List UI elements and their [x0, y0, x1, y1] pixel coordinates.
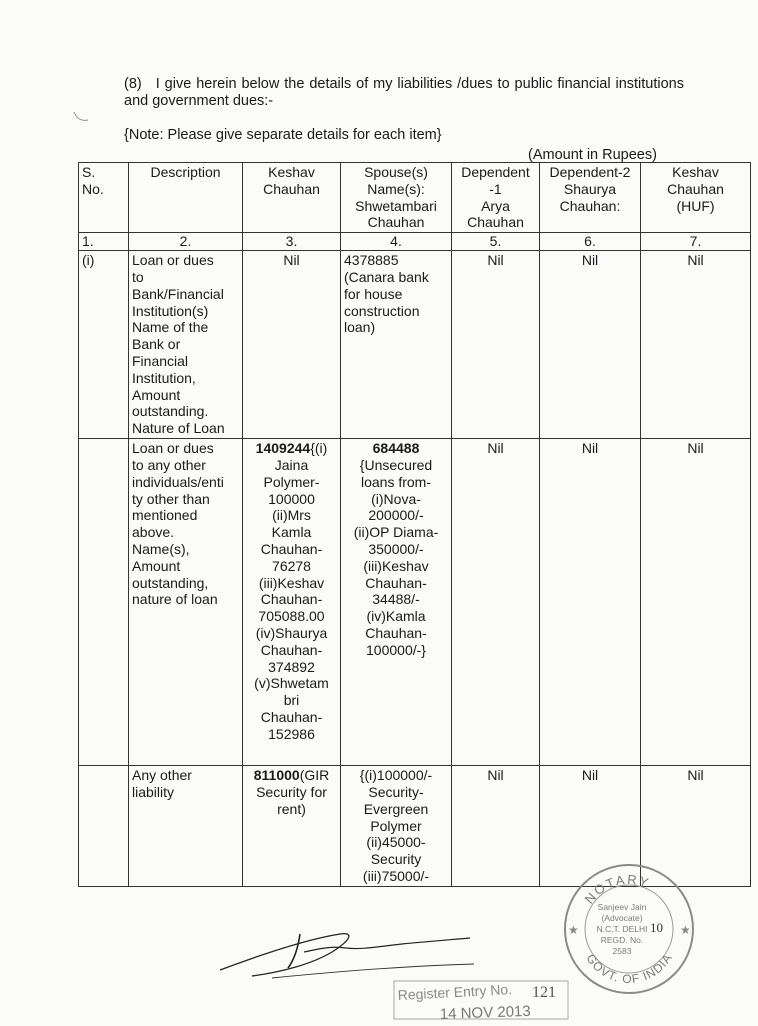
cell-line: (iii)Keshav [258, 574, 325, 591]
description-cell [129, 439, 243, 766]
column-number: 6. [540, 233, 641, 251]
cell-line: Evergreen [363, 800, 429, 817]
spouse-amount-cell [341, 766, 452, 887]
cell-line: 350000/- [368, 540, 424, 557]
cell-line: Dependent-2 [549, 164, 631, 180]
cell-line: Security for [256, 783, 327, 800]
dependent1-cell: Nil [452, 251, 540, 439]
cell-line: No. [82, 180, 104, 197]
cell-line: Arya [481, 197, 510, 214]
svg-text:NOTARY: NOTARY [581, 871, 653, 907]
cell-line: Amount [132, 386, 181, 403]
column-number-row [79, 233, 751, 251]
serial-number-cell: (i) [79, 251, 129, 439]
self-amount-cell [243, 766, 341, 887]
cell-line: Name of the [132, 319, 209, 336]
huf-cell: Nil [641, 251, 751, 439]
section-number: (8) [124, 76, 142, 92]
cell-line: {(i)100000/- [359, 767, 433, 784]
cell-line: Chauhan: [559, 197, 621, 214]
amount-details [344, 252, 429, 335]
cell-line: (ii)45000- [366, 834, 426, 851]
register-entry-stamp [392, 975, 572, 1021]
cell-line: Institution(s) [132, 302, 209, 319]
total-amount: 811000 [253, 767, 300, 784]
spouse-amount-cell [341, 251, 452, 439]
cell-line: rent) [277, 800, 306, 817]
cell-line: 34488/- [372, 591, 420, 608]
cell-line: loans from- [360, 473, 432, 490]
cell-content [344, 252, 448, 336]
cell-content [344, 767, 448, 885]
header-cell [129, 163, 243, 233]
cell-line: (ii)Mrs [272, 507, 311, 524]
intro-text: I give herein below the details of my liabilities /dues to public financial institutions and government dues:- [124, 76, 684, 109]
huf-cell: Nil [641, 439, 751, 766]
header-cell [243, 163, 341, 233]
stamp-line: REGD. No. [600, 935, 644, 945]
stamp-line: N.C.T. DELHI [596, 924, 648, 934]
amount-details [360, 767, 432, 884]
svg-text:14 NOV 2013: 14 NOV 2013 [439, 1002, 531, 1021]
total-amount: 684488 [372, 440, 420, 457]
cell-line: {(i) [310, 440, 328, 457]
svg-text:★: ★ [568, 923, 579, 937]
amount-details [254, 440, 329, 742]
cell-line: Chauhan- [260, 591, 323, 608]
cell-line: Chauhan [263, 180, 320, 197]
cell-line: Chauhan- [260, 641, 323, 658]
cell-line: Description [150, 164, 221, 180]
cell-line: S. [82, 164, 96, 180]
cell-line: Chauhan [667, 180, 724, 197]
cell-line: Shwetambari [355, 197, 437, 214]
cell-line: 100000/-} [366, 641, 426, 658]
cell-line: Chauhan- [260, 708, 323, 725]
cell-line: Nil [283, 252, 300, 269]
cell-line: ty other than [132, 490, 210, 507]
stamp-line: Sanjeev Jain [597, 902, 647, 912]
cell-line: (HUF) [676, 197, 715, 214]
cell-line: (v)Shwetam [254, 675, 329, 692]
svg-text:GOVT. OF INDIA: GOVT. OF INDIA [583, 950, 676, 987]
header-cell [79, 163, 129, 233]
cell-line: Kamla [271, 524, 312, 541]
self-amount-cell [243, 439, 341, 766]
cell-line: 152986 [268, 725, 315, 742]
cell-line: 76278 [272, 557, 311, 574]
serial-number-cell [79, 766, 129, 887]
cell-line: (iii)Keshav [363, 557, 429, 574]
cell-line: for house [344, 285, 403, 302]
cell-line: 705088.00 [258, 608, 325, 625]
cell-line: Amount [132, 557, 181, 574]
amount-details [283, 252, 299, 268]
cell-line: Financial [132, 352, 189, 369]
dependent2-cell: Nil [540, 766, 641, 887]
cell-line: liability [132, 783, 175, 800]
cell-line: Bank/Financial [132, 285, 224, 302]
cell-line: Name(s), [132, 540, 190, 557]
svg-text:10: 10 [650, 920, 663, 935]
cell-line: 4378885 [344, 252, 399, 269]
cell-line: 100000 [268, 490, 315, 507]
cell-line: {Unsecured [359, 456, 433, 473]
column-number: 5. [452, 233, 540, 251]
amount-details [354, 457, 439, 658]
cell-line: to any other [132, 456, 206, 473]
self-amount-cell [243, 251, 341, 439]
cell-line: Polymer [370, 817, 422, 834]
cell-line: Keshav [268, 164, 315, 180]
cell-line: (i)Nova- [371, 490, 421, 507]
cell-line: Chauhan [467, 214, 524, 231]
cell-content [344, 440, 448, 658]
cell-line: nature of loan [132, 591, 218, 608]
dependent1-cell: Nil [452, 439, 540, 766]
cell-line: Bank or [132, 336, 181, 353]
cell-line: loan) [344, 319, 376, 336]
cell-line: Jaina [274, 456, 309, 473]
cell-line: (iv)Shaurya [255, 624, 328, 641]
svg-text:★: ★ [680, 923, 691, 937]
cell-line: Institution, [132, 369, 196, 386]
cell-line: mentioned [132, 507, 198, 524]
huf-cell: Nil [641, 766, 751, 887]
dependent1-cell: Nil [452, 766, 540, 887]
spouse-amount-cell [341, 439, 452, 766]
cell-line: to [132, 268, 144, 285]
table-row [79, 251, 751, 439]
cell-content [246, 440, 337, 742]
header-cell [540, 163, 641, 233]
cell-line: (iv)Kamla [366, 608, 426, 625]
table-row [79, 439, 751, 766]
cell-line: Polymer- [263, 473, 320, 490]
cell-line: Chauhan- [365, 574, 427, 591]
notary-stamp [562, 862, 696, 996]
cell-line: Security- [368, 783, 424, 800]
stamp-line: 2583 [612, 946, 632, 956]
cell-line: (ii)OP Diama- [353, 524, 439, 541]
cell-content [246, 767, 337, 817]
cell-line: Chauhan [367, 214, 425, 231]
total-amount: 1409244 [255, 440, 311, 457]
cell-line: -1 [489, 180, 502, 197]
column-number: 1. [79, 233, 129, 251]
svg-text:Register Entry No.: Register Entry No. [397, 981, 513, 1003]
dependent2-cell: Nil [540, 251, 641, 439]
cell-line: construction [344, 302, 420, 319]
scan-mark [72, 110, 92, 124]
cell-line: Chauhan- [260, 540, 323, 557]
header-cell [641, 163, 751, 233]
cell-line: Dependent [461, 164, 530, 180]
note-text: {Note: Please give separate details for each item} [124, 127, 442, 143]
cell-line: outstanding. [132, 403, 209, 420]
cell-line: Keshav [672, 164, 719, 180]
svg-text:121: 121 [532, 984, 556, 1001]
cell-line: Nature of Loan [132, 420, 225, 437]
cell-line: (iii)75000/- [362, 867, 430, 884]
description-cell [129, 766, 243, 887]
column-number: 3. [243, 233, 341, 251]
column-number: 7. [641, 233, 751, 251]
liabilities-table [78, 162, 751, 887]
amount-unit-note: (Amount in Rupees) [528, 147, 657, 163]
cell-line: Spouse(s) [364, 164, 428, 180]
liabilities-intro [124, 76, 684, 110]
column-number: 2. [129, 233, 243, 251]
cell-line: Loan or dues [132, 440, 214, 457]
header-cell [452, 163, 540, 233]
header-row [79, 163, 751, 233]
cell-line: 200000/- [368, 507, 424, 524]
stamp-line: (Advocate) [601, 913, 643, 923]
dependent2-cell: Nil [540, 439, 641, 766]
cell-line: Loan or dues [132, 252, 214, 269]
serial-number-cell [79, 439, 129, 766]
cell-line: outstanding, [132, 574, 209, 591]
cell-line: Chauhan- [365, 624, 427, 641]
cell-line: (GIR [299, 767, 330, 784]
cell-line: Security [370, 851, 422, 868]
cell-line: above. [132, 524, 175, 541]
cell-line: Name(s): [367, 180, 425, 197]
cell-line: (Canara bank [344, 268, 429, 285]
cell-line: Shaurya [563, 180, 617, 197]
cell-content [246, 252, 337, 269]
column-number: 4. [341, 233, 452, 251]
cell-line: Any other [132, 767, 192, 784]
cell-line: individuals/enti [132, 473, 224, 490]
cell-line: bri [283, 692, 300, 709]
cell-line: 374892 [268, 658, 315, 675]
header-cell [341, 163, 452, 233]
description-cell [129, 251, 243, 439]
